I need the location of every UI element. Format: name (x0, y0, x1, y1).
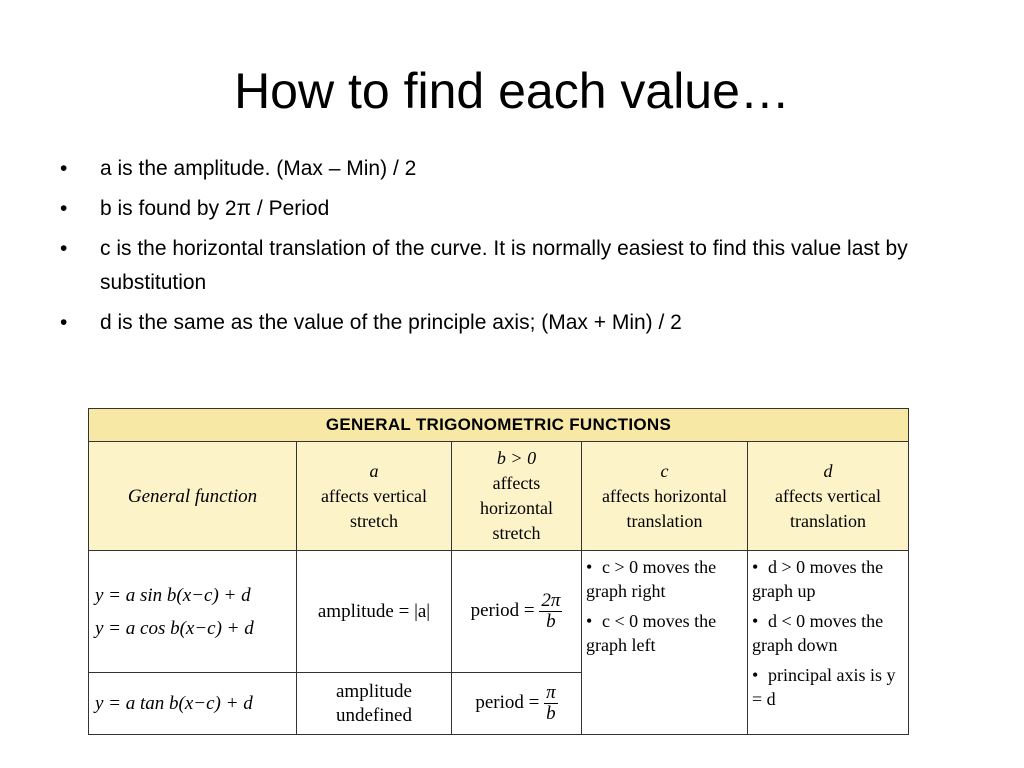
note-text: c > 0 moves the graph right (586, 557, 717, 601)
col-header-general: General function (89, 442, 297, 551)
col-header-desc: affects horizontal stretch (480, 473, 553, 543)
bullet-glyph: • (752, 611, 759, 631)
note-text: d < 0 moves the graph down (752, 611, 884, 655)
bullet-glyph: • (752, 557, 759, 577)
note-text: principal axis is y = d (752, 665, 896, 709)
note-item (586, 609, 743, 657)
bullet-list (60, 152, 980, 346)
period-label: period = (470, 599, 535, 621)
d-notes-cell (748, 551, 909, 735)
fraction-numerator: 2π (541, 590, 561, 611)
bullet-glyph: • (60, 237, 68, 260)
bullet-glyph: • (752, 665, 759, 685)
col-header-c (582, 442, 748, 551)
bullet-item (60, 232, 980, 300)
col-header-var: a (369, 460, 379, 481)
bullet-item (60, 192, 980, 226)
fraction-denominator: b (546, 611, 556, 632)
period-label: period = (475, 691, 540, 713)
equation-cos: y = a cos b(x−c) + d (95, 617, 254, 639)
table-title: GENERAL TRIGONOMETRIC FUNCTIONS (89, 409, 909, 442)
period-fraction (544, 683, 558, 724)
period-cell (452, 551, 582, 673)
note-item (752, 555, 904, 603)
col-header-d (748, 442, 909, 551)
note-item (586, 555, 743, 603)
equation-tan: y = a tan b(x−c) + d (95, 693, 253, 714)
col-header-desc: affects horizontal translation (601, 485, 728, 531)
bullet-text: c is the horizontal translation of the curve. It is normally easiest to find this value last by substitution (100, 237, 908, 294)
col-header-var: b > 0 (496, 448, 537, 468)
bullet-text: a is the amplitude. (Max – Min) / 2 (100, 157, 417, 180)
col-header-var: c (660, 460, 669, 481)
bullet-glyph: • (60, 311, 68, 334)
trig-functions-table (88, 408, 909, 735)
general-function-sin-cos (89, 551, 297, 673)
col-header-desc: affects vertical translation (774, 485, 882, 531)
bullet-glyph: • (60, 197, 68, 220)
note-item (752, 663, 904, 711)
period-cell (452, 673, 582, 735)
fraction-numerator: π (546, 682, 556, 703)
fraction-denominator: b (546, 703, 556, 724)
col-header-a (297, 442, 452, 551)
general-function-tan (89, 673, 297, 735)
note-text: c < 0 moves the graph left (586, 611, 717, 655)
period-fraction (539, 591, 562, 632)
note-item (752, 609, 904, 657)
equation-sin: y = a sin b(x−c) + d (95, 584, 251, 606)
bullet-text: d is the same as the value of the principle axis; (Max + Min) / 2 (100, 311, 682, 334)
note-text: d > 0 moves the graph up (752, 557, 884, 601)
col-header-var: d (823, 460, 833, 481)
bullet-item (60, 152, 980, 186)
amplitude-cell: amplitude = |a| (297, 551, 452, 673)
col-header-b (452, 442, 582, 551)
amplitude-undefined-cell: amplitude undefined (297, 673, 452, 735)
bullet-text: b is found by 2π / Period (100, 197, 330, 220)
bullet-glyph: • (586, 611, 593, 631)
bullet-item (60, 306, 980, 340)
col-header-desc: affects vertical stretch (320, 485, 428, 531)
bullet-glyph: • (586, 557, 593, 577)
bullet-glyph: • (60, 157, 68, 180)
c-notes-cell (582, 551, 748, 735)
slide-title: How to find each value… (234, 63, 790, 119)
